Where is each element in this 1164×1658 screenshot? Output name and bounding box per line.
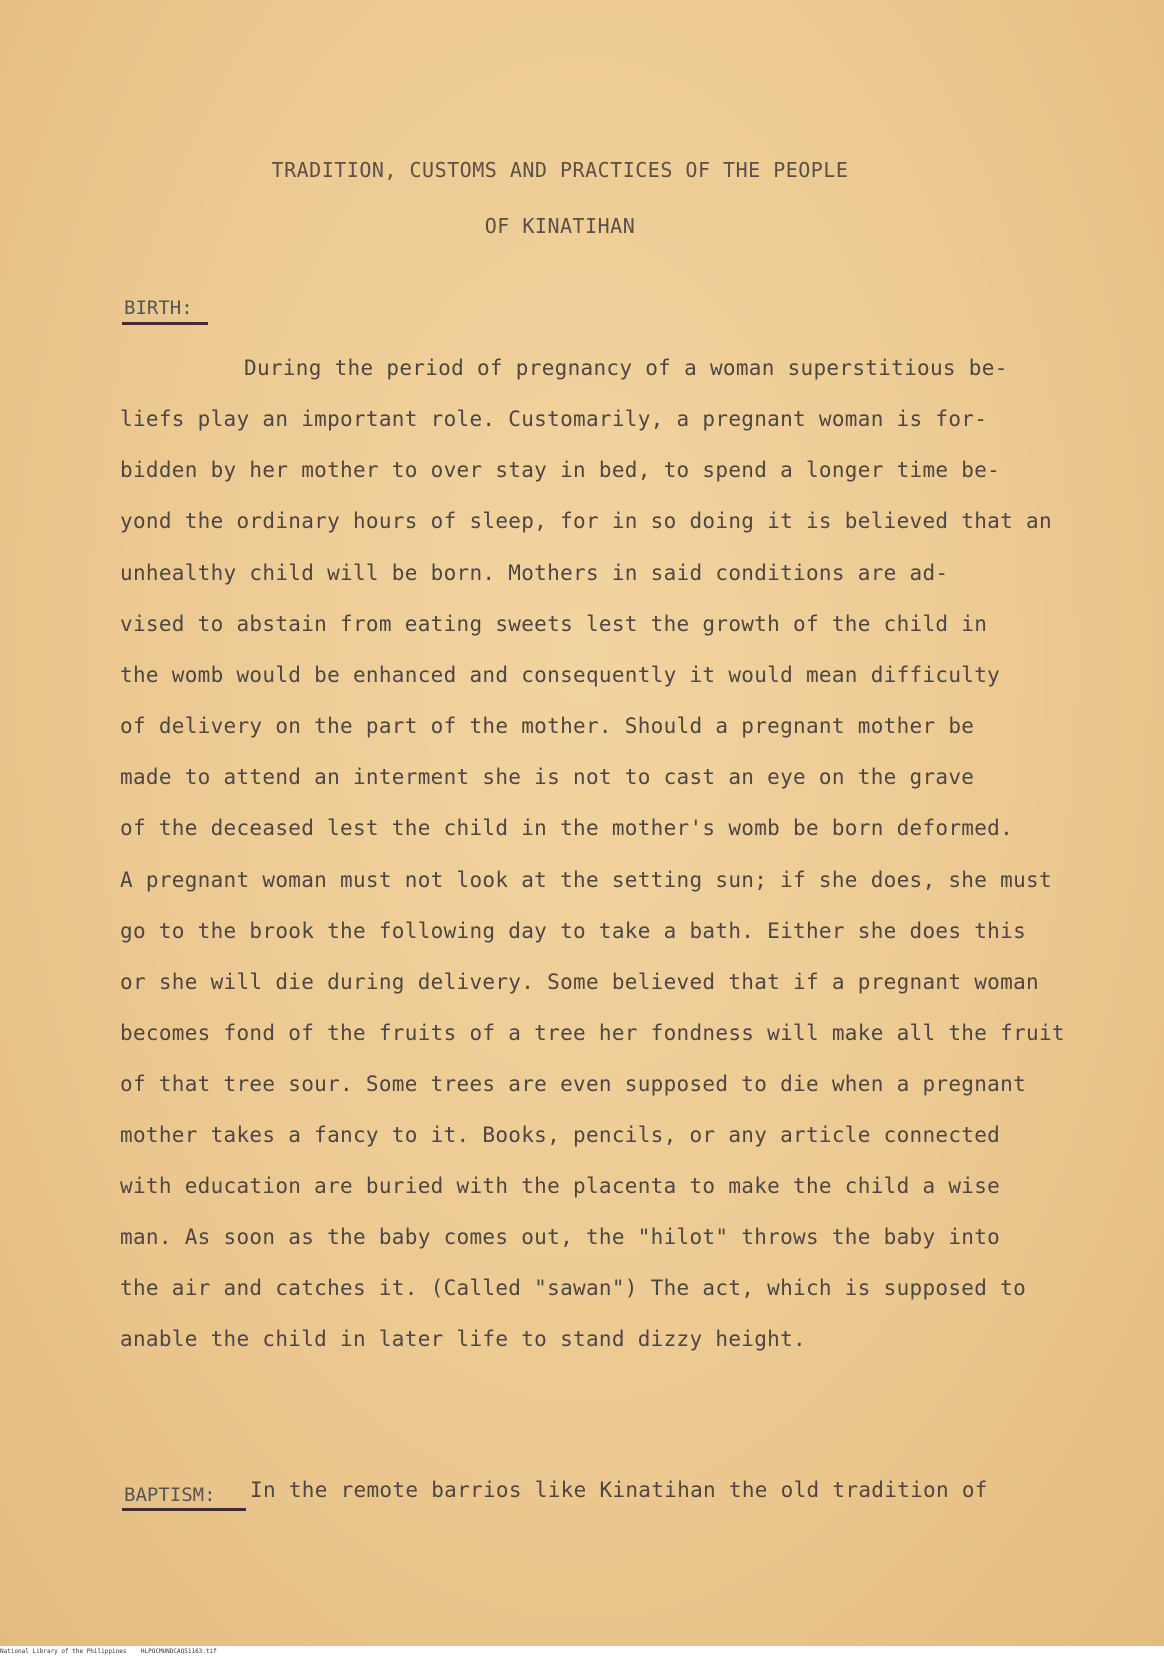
birth-paragraph-line: go to the brook the following day to take a bath. Either she does this: [120, 919, 1027, 943]
birth-paragraph-line: vised to abstain from eating sweets lest the growth of the child in: [120, 612, 988, 636]
birth-paragraph-line: man. As soon as the baby comes out, the "hilot" throws the baby into: [120, 1225, 1001, 1249]
heading-underline-birth: [122, 322, 208, 325]
birth-paragraph-line: the air and catches it. (Called "sawan") The act, which is supposed to: [120, 1276, 1027, 1300]
birth-paragraph-line: yond the ordinary hours of sleep, for in so doing it is believed that an: [120, 509, 1052, 533]
birth-paragraph-line: During the period of pregnancy of a woman superstitious be-: [244, 356, 1008, 380]
heading-underline-baptism: [122, 1508, 246, 1511]
birth-paragraph-line: of delivery on the part of the mother. Should a pregnant mother be: [120, 714, 975, 738]
birth-paragraph-line: with education are buried with the placenta to make the child a wise: [120, 1174, 1001, 1198]
birth-paragraph-line: becomes fond of the fruits of a tree her fondness will make all the fruit: [120, 1021, 1065, 1045]
birth-paragraph-line: made to attend an interment she is not to cast an eye on the grave: [120, 765, 975, 789]
birth-paragraph-line: the womb would be enhanced and consequently it would mean difficulty: [120, 663, 1001, 687]
section-heading-baptism: BAPTISM:: [124, 1484, 216, 1506]
birth-paragraph-line: mother takes a fancy to it. Books, pencils, or any article connected: [120, 1123, 1001, 1147]
birth-paragraph-line: of that tree sour. Some trees are even supposed to die when a pregnant: [120, 1072, 1027, 1096]
baptism-paragraph-line: In the remote barrios like Kinatihan the old tradition of: [250, 1478, 988, 1502]
birth-paragraph-line: liefs play an important role. Customarily, a pregnant woman is for-: [120, 407, 988, 431]
birth-paragraph-line: of the deceased lest the child in the mother's womb be born deformed.: [120, 816, 1014, 840]
scan-footer: National Library of the Philippines HLPOCMUNDCAQ51163.tif: [0, 1646, 1164, 1658]
section-heading-birth: BIRTH:: [124, 297, 193, 319]
birth-paragraph-line: unhealthy child will be born. Mothers in said conditions are ad-: [120, 561, 949, 585]
document-title-line-2: OF KINATIHAN: [484, 214, 636, 238]
document-title-line-1: TRADITION, CUSTOMS AND PRACTICES OF THE PEOPLE: [271, 158, 849, 182]
birth-paragraph-line: A pregnant woman must not look at the setting sun; if she does, she must: [120, 868, 1052, 892]
birth-paragraph-line: bidden by her mother to over stay in bed, to spend a longer time be-: [120, 458, 1001, 482]
birth-paragraph-line: or she will die during delivery. Some believed that if a pregnant woman: [120, 970, 1039, 994]
birth-paragraph-line: anable the child in later life to stand dizzy height.: [120, 1327, 806, 1351]
